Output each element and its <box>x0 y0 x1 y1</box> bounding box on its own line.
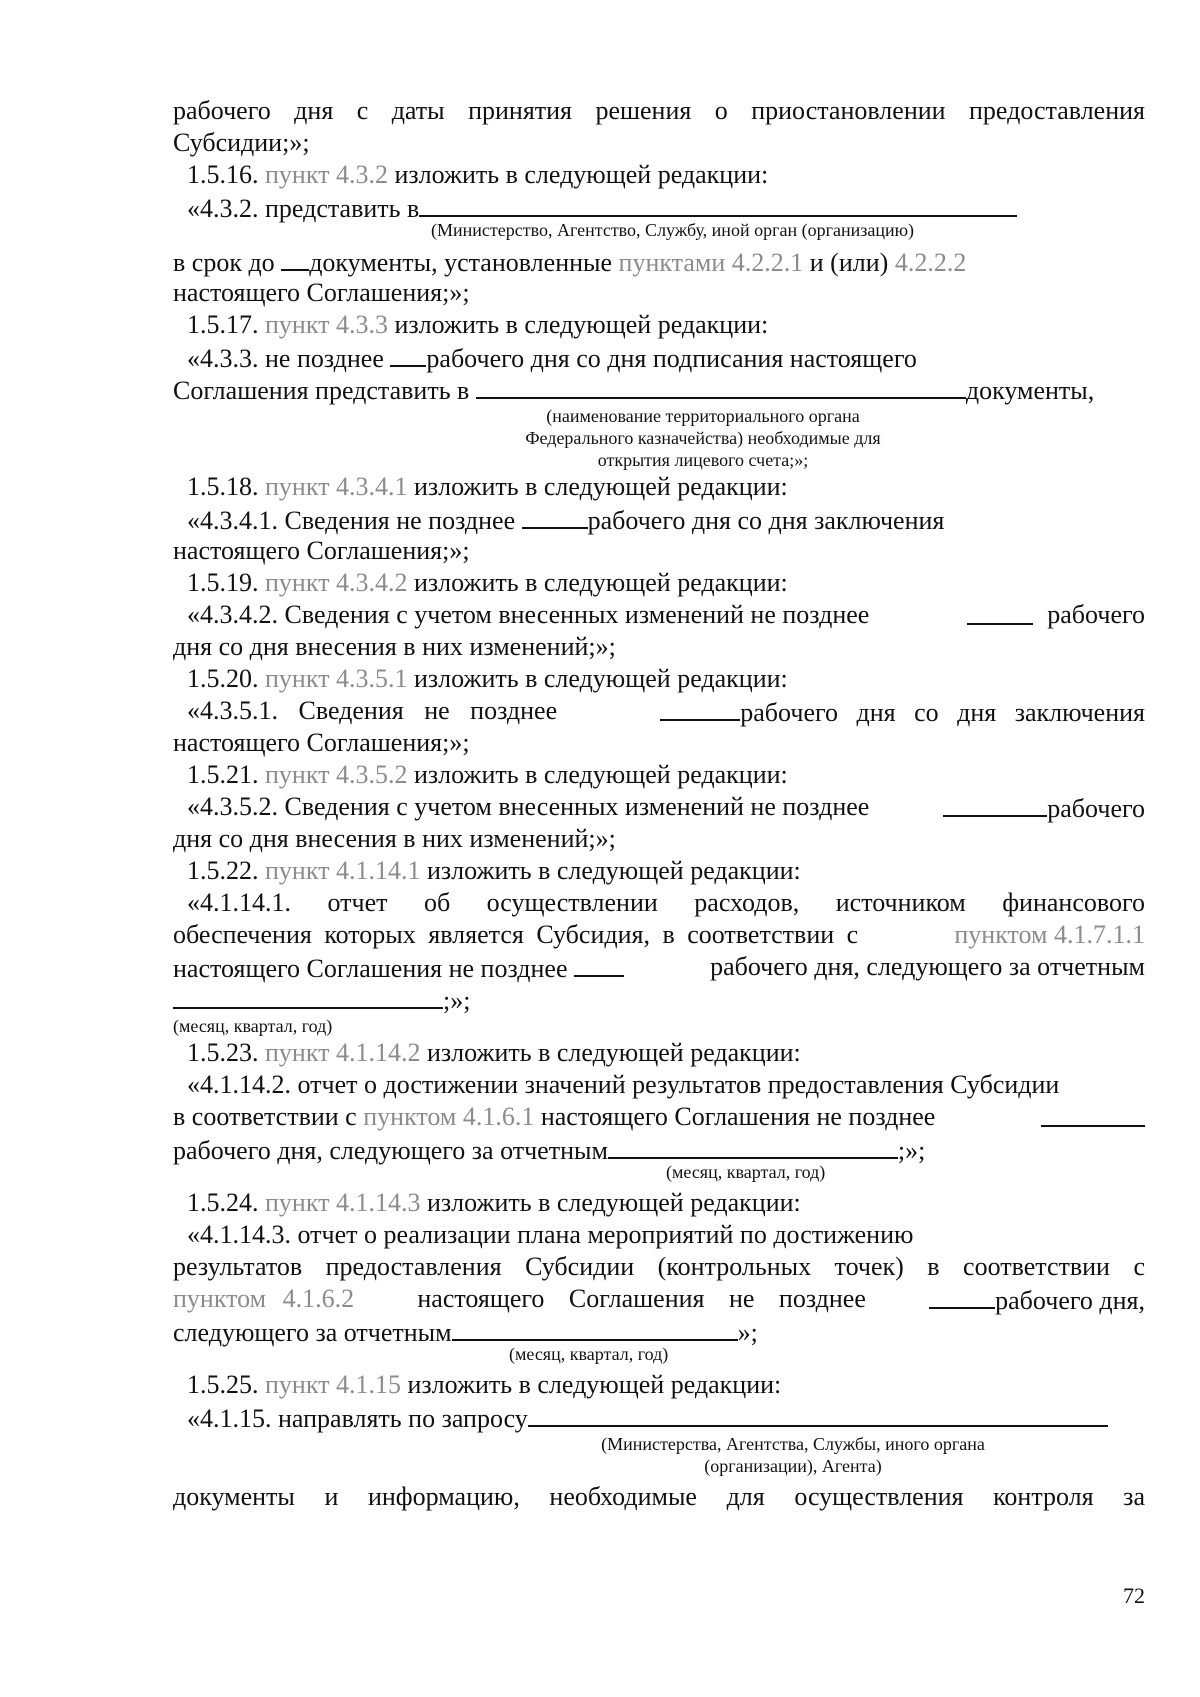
text-line: настоящего Соглашения не позднее рабочего дня, следующего за отчетным <box>173 952 1145 983</box>
quote-4-1-14-2: «4.1.14.2. отчет о достижении значений результатов предоставления Субсидии <box>187 1070 1060 1099</box>
reference-link[interactable]: пункт 4.3.4.1 <box>265 472 408 501</box>
blank-field[interactable] <box>608 1133 898 1159</box>
clause-1-5-23: 1.5.23. пункт 4.1.14.2 изложить в следующей редакции: <box>187 1038 801 1067</box>
blank-field[interactable] <box>419 191 1017 217</box>
field-caption: (месяц, квартал, год) <box>173 1016 333 1036</box>
reference-link[interactable]: пункт 4.3.3 <box>265 310 388 339</box>
blank-field[interactable] <box>173 983 443 1009</box>
reference-link[interactable]: пункт 4.1.14.1 <box>265 856 421 885</box>
clause-1-5-16: 1.5.16. пункт 4.3.2 изложить в следующей редакции: <box>187 160 769 189</box>
blank-field[interactable] <box>943 791 1047 817</box>
text-line: в соответствии с пунктом 4.1.6.1 настоящего Соглашения не позднее <box>173 1101 1145 1133</box>
blank-field[interactable] <box>476 373 966 399</box>
reference-link[interactable]: пунктом 4.1.6.2 <box>173 1284 355 1313</box>
text-line: настоящего Соглашения;»; <box>173 536 470 565</box>
reference-link[interactable]: пункт 4.3.4.2 <box>265 568 408 597</box>
clause-1-5-22: 1.5.22. пункт 4.1.14.1 изложить в следующей редакции: <box>187 856 801 885</box>
field-caption: (организации), Агента) <box>704 1456 882 1476</box>
field-caption: (Министерства, Агентства, Службы, иного органа <box>601 1434 985 1454</box>
clause-1-5-21: 1.5.21. пункт 4.3.5.2 изложить в следующей редакции: <box>187 760 788 789</box>
text-line: Субсидии;»; <box>173 128 310 157</box>
reference-link[interactable]: пунктом 4.1.6.1 <box>363 1102 535 1131</box>
text-line: пунктом 4.1.6.2 настоящего Соглашения не позднее рабочего дня, <box>173 1284 1145 1315</box>
blank-field[interactable] <box>1041 1101 1145 1127</box>
reference-link[interactable]: пункт 4.1.14.3 <box>265 1188 421 1217</box>
reference-link[interactable]: пункт 4.3.5.1 <box>265 664 408 693</box>
reference-link[interactable]: пунктами 4.2.2.1 <box>618 248 804 277</box>
field-caption: (Министерство, Агентство, Службу, иной орган (организацию) <box>431 220 915 240</box>
text-line: дня со дня внесения в них изменений;»; <box>173 632 616 661</box>
blank-field[interactable] <box>528 1401 1108 1427</box>
text-line: в срок до документы, установленные пунктами 4.2.2.1 и (или) 4.2.2.2 <box>173 245 1145 277</box>
quote-4-1-15: «4.1.15. направлять по запросу <box>173 1401 1145 1433</box>
field-caption: Федерального казначейства) необходимые для <box>525 428 881 448</box>
clause-1-5-25: 1.5.25. пункт 4.1.15 изложить в следующей редакции: <box>187 1370 782 1399</box>
text-line: следующего за отчетным »; <box>173 1315 1145 1347</box>
quote-4-3-4-1: «4.3.4.1. Сведения не позднее рабочего дня со дня заключения <box>173 503 1145 535</box>
reference-link[interactable]: пункт 4.3.2 <box>265 160 388 189</box>
field-caption: (месяц, квартал, год) <box>509 1344 669 1364</box>
quote-4-3-5-2: «4.3.5.2. Сведения с учетом внесенных изменений не позднее рабочего <box>187 792 1145 823</box>
quote-4-3-4-2: «4.3.4.2. Сведения с учетом внесенных изменений не позднее рабочего <box>187 600 1145 629</box>
blank-field[interactable] <box>574 951 624 977</box>
reference-link[interactable]: пункт 4.1.14.2 <box>265 1038 421 1067</box>
text-line: настоящего Соглашения;»; <box>173 728 470 757</box>
blank-field[interactable] <box>929 1283 995 1309</box>
reference-link[interactable]: пунктом 4.1.7.1.1 <box>954 920 1145 949</box>
reference-link[interactable]: пункт 4.1.15 <box>265 1370 401 1399</box>
quote-4-3-3: «4.3.3. не позднее рабочего дня со дня подписания настоящего <box>173 341 1145 373</box>
blank-field[interactable] <box>522 503 588 529</box>
quote-4-1-14-1: «4.1.14.1. отчет об осуществлении расходов, источником финансового <box>187 888 1145 917</box>
document-page <box>173 95 1145 1513</box>
text-line: результатов предоставления Субсидии (контрольных точек) в соответствии с <box>173 1252 1145 1281</box>
text-line: ;»; <box>173 983 1145 1015</box>
page-number: 72 <box>1123 1583 1145 1608</box>
clause-1-5-20: 1.5.20. пункт 4.3.5.1 изложить в следующей редакции: <box>187 664 788 693</box>
clause-1-5-24: 1.5.24. пункт 4.1.14.3 изложить в следующей редакции: <box>187 1188 801 1217</box>
field-caption: открытия лицевого счета;»; <box>597 450 809 470</box>
quote-4-3-2: «4.3.2. представить в <box>173 191 1145 223</box>
blank-field[interactable] <box>390 341 426 367</box>
text-line: обеспечения которых является Субсидия, в соответствии с пунктом 4.1.7.1.1 <box>173 920 1145 949</box>
text-line: рабочего дня с даты принятия решения о приостановлении предоставления <box>173 96 1145 125</box>
blank-field[interactable] <box>967 599 1033 625</box>
text-line: рабочего дня, следующего за отчетным ;»; <box>173 1133 1145 1165</box>
blank-field[interactable] <box>660 695 740 721</box>
clause-1-5-19: 1.5.19. пункт 4.3.4.2 изложить в следующей редакции: <box>187 568 788 597</box>
field-caption: (месяц, квартал, год) <box>666 1162 826 1182</box>
text-line: дня со дня внесения в них изменений;»; <box>173 824 616 853</box>
reference-link[interactable]: пункт 4.3.5.2 <box>265 760 408 789</box>
blank-field[interactable] <box>281 245 309 271</box>
blank-field[interactable] <box>452 1315 738 1341</box>
clause-1-5-18: 1.5.18. пункт 4.3.4.1 изложить в следующей редакции: <box>187 472 788 501</box>
field-caption: (наименование территориального органа <box>546 406 860 426</box>
text-line: настоящего Соглашения;»; <box>173 278 470 307</box>
clause-1-5-17: 1.5.17. пункт 4.3.3 изложить в следующей редакции: <box>187 310 769 339</box>
text-line: документы и информацию, необходимые для осуществления контроля за <box>173 1482 1145 1511</box>
quote-4-1-14-3: «4.1.14.3. отчет о реализации плана мероприятий по достижению <box>187 1220 914 1249</box>
reference-link[interactable]: 4.2.2.2 <box>894 248 967 277</box>
text-line: Соглашения представить в документы, <box>173 373 1145 405</box>
quote-4-3-5-1: «4.3.5.1. Сведения не позднее рабочего дня со дня заключения <box>187 696 1145 727</box>
